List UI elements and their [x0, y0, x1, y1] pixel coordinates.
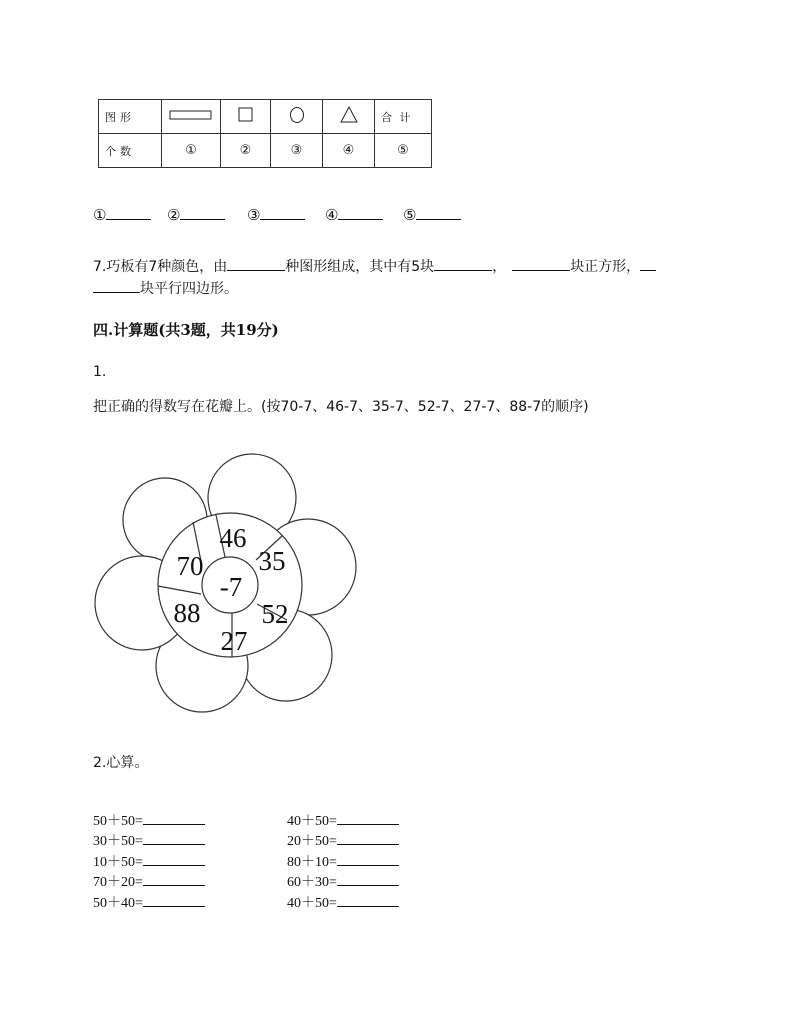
circle-icon — [288, 105, 306, 125]
calc-item — [287, 871, 399, 891]
question-number: 1. — [93, 364, 107, 380]
triangle-shape-cell — [323, 100, 375, 134]
row-label-count: 个数 — [99, 134, 162, 168]
answer-line[interactable] — [337, 851, 399, 866]
calc-expression: 20＋50= — [287, 834, 337, 849]
shape-count-table — [98, 99, 432, 168]
answer-blank-item — [247, 205, 305, 224]
calc-expression: 80＋10= — [287, 855, 337, 870]
blank-label: ① — [93, 206, 107, 224]
petal-number: 70 — [176, 551, 204, 581]
count-cell: ④ — [323, 134, 375, 168]
count-cell: ⑤ — [375, 134, 432, 168]
calc-item — [93, 851, 205, 871]
calc-item — [287, 892, 399, 912]
question-7 — [93, 256, 708, 300]
calc-item — [93, 871, 205, 891]
petal-number: 52 — [261, 599, 289, 629]
section-title: 四.计算题(共3题，共19分) — [93, 321, 279, 339]
answer-blank-item — [167, 205, 225, 224]
petal-number: 46 — [219, 523, 247, 553]
answer-line[interactable] — [416, 205, 461, 220]
count-cell: ③ — [271, 134, 323, 168]
square-shape-cell — [221, 100, 271, 134]
calc-item — [287, 830, 399, 850]
petal-number: 27 — [220, 626, 248, 656]
answer-blank-item — [93, 205, 151, 224]
answer-line[interactable] — [143, 810, 205, 825]
answer-line[interactable] — [93, 278, 140, 293]
q7-text: 块正方形， — [570, 259, 641, 275]
calc-item — [93, 830, 205, 850]
answer-line[interactable] — [337, 830, 399, 845]
answer-line[interactable] — [143, 871, 205, 886]
answer-line[interactable] — [338, 205, 383, 220]
calc-expression: 40＋50= — [287, 896, 337, 911]
calc-expression: 50＋40= — [93, 896, 143, 911]
calc-expression: 50＋50= — [93, 814, 143, 829]
answer-line[interactable] — [227, 256, 285, 271]
question-2-title: 2.心算。 — [93, 755, 149, 771]
table-row — [99, 100, 432, 134]
q7-text: 7.巧板有7种颜色，由 — [93, 259, 228, 275]
rectangle-shape-cell — [162, 100, 221, 134]
calc-expression: 30＋50= — [93, 834, 143, 849]
rectangle-icon — [169, 109, 213, 121]
total-label: 合 计 — [375, 100, 432, 134]
square-icon — [237, 106, 255, 124]
answer-line[interactable] — [106, 205, 151, 220]
blank-label: ④ — [325, 206, 339, 224]
count-cell: ② — [221, 134, 271, 168]
answer-line[interactable] — [434, 256, 492, 271]
circle-shape-cell — [271, 100, 323, 134]
answer-line[interactable] — [143, 851, 205, 866]
answer-blank-item — [403, 205, 461, 224]
calc-item — [93, 892, 205, 912]
blank-label: ③ — [247, 206, 261, 224]
answer-line[interactable] — [512, 256, 570, 271]
answer-line[interactable] — [337, 810, 399, 825]
answer-line[interactable] — [143, 830, 205, 845]
question-instruction: 把正确的得数写在花瓣上。(按70-7、46-7、35-7、52-7、27-7、88-7的顺序) — [93, 399, 589, 415]
petal-number: 35 — [258, 546, 286, 576]
count-cell: ① — [162, 134, 221, 168]
center-label: -7 — [219, 572, 243, 602]
calc-item — [93, 810, 205, 830]
calc-expression: 10＋50= — [93, 855, 143, 870]
q7-text: 块平行四边形。 — [140, 281, 238, 297]
flower-diagram — [90, 448, 370, 723]
answer-line[interactable] — [143, 892, 205, 907]
answer-line[interactable] — [260, 205, 305, 220]
q7-text: ， — [492, 259, 507, 275]
calc-item — [287, 851, 399, 871]
calc-expression: 70＋20= — [93, 875, 143, 890]
answer-line[interactable] — [337, 892, 399, 907]
q7-text: 种图形组成，其中有5块 — [285, 259, 435, 275]
calc-item — [287, 810, 399, 830]
answer-line[interactable] — [337, 871, 399, 886]
answer-blank-item — [325, 205, 383, 224]
calc-expression: 40＋50= — [287, 814, 337, 829]
row-label-shape: 图形 — [99, 100, 162, 134]
table-row — [99, 134, 432, 168]
blank-label: ⑤ — [403, 206, 417, 224]
answer-line[interactable] — [640, 256, 656, 271]
answer-line[interactable] — [180, 205, 225, 220]
calc-expression: 60＋30= — [287, 875, 337, 890]
petal-number: 88 — [173, 598, 201, 628]
triangle-icon — [339, 105, 359, 125]
blank-label: ② — [167, 206, 181, 224]
